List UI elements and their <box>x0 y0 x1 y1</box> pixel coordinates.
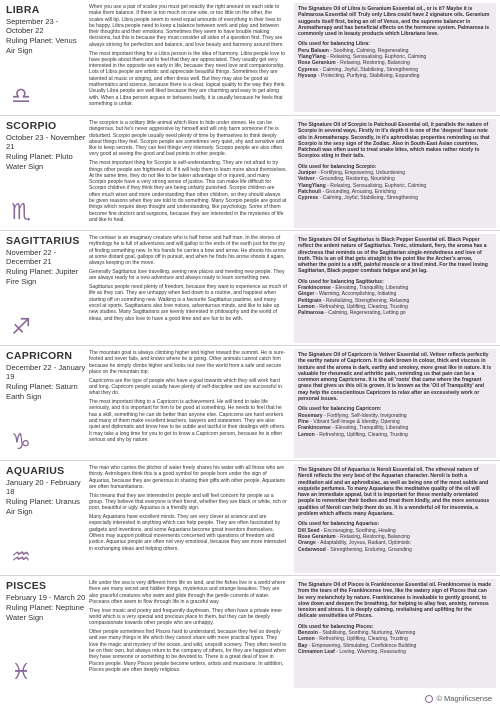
sign-dates: February 19 - March 20 <box>6 593 86 602</box>
oil-properties: - Refreshing, Uplifting, Clearing, Trusting <box>314 431 408 438</box>
description-paragraph: Other people sometimes find Pisces hard to understand, because they feel so deeply and see many things in life which they cannot share with more practical types. They love the magic and mystery of the ocean, and wild, unspoilt scenery. They often need to be on their own, but always return to the company of others, for they are happiest when they have someone or something to be devoted to. There is a great deal of love in Pisces people. Many Pisces people become writers, artists and musicians. In addition, Pisces people are often deeply religious. <box>89 629 287 673</box>
oil-properties: - Empowering, Stimulating, Confidence Building <box>307 642 417 649</box>
oil-name: Rose Geranium <box>298 533 336 540</box>
sign-dates: December 22 - January 19 <box>6 363 86 381</box>
signature-oil-text: The Signature Oil of Sagittarius is Black Pepper Essential oil. Black Pepper reflect the ardent nature of Sagittarius. Tonic, stimulant, fiery, the aroma has a directness that reminds us of the Sagittarian single-mindedness and love of truth. This is an oil that gets straight to the point like the Archer's arrow, whether the point is a stiff, painful muscle or a tired mind. For the travel loving Sagittarian, Black pepper combats fatigue and jet lag. <box>298 237 488 275</box>
pisces-icon: ♓ <box>11 660 31 685</box>
element-sign: Water Sign <box>6 613 44 622</box>
oil-name: Cedarwood <box>298 546 326 553</box>
oil-properties: - Grounding, Arousing, Enriching <box>320 188 396 195</box>
oil-item <box>298 195 492 201</box>
description-paragraph: When you use a pair of scales you must get exactly the right amount on each side to make them balance. If there is too much on one side, or too little on the other, the scales will tip. Libra people seem to need equal amounts of everything in their lives to be happy. Libra people need to keep a balance between work and play and between their thoughts and their emotions. Sometimes they seem to have trouble making decisions, but this is because they must consider all sides of a question first. They are always striving for perfection and balance, and love beauty and harmony around them. <box>89 4 284 48</box>
oil-name: Peru Balsam <box>298 47 329 54</box>
oil-properties: - Relaxing, Restoring, Balancing <box>335 60 410 67</box>
oil-item <box>298 73 492 79</box>
sign-description <box>89 350 287 458</box>
element-sign: Earth Sign <box>6 392 42 401</box>
signature-oil-panel <box>294 464 496 573</box>
oil-properties: - Vibrant Self-Image & Identity, Opening <box>308 418 400 425</box>
oil-name: Ginger <box>298 291 315 298</box>
description-paragraph: Capricorns are the type of people who have a goal towards which they will work hard and long. Capricorn people usually have plenty of self-discipline and are successful in what they do. <box>89 377 282 397</box>
signature-oil-panel <box>294 3 496 112</box>
oil-name: YlangYlang <box>298 182 326 189</box>
oil-properties: - Calming, Joyful, Stabilising, Strengthening <box>318 66 419 73</box>
oil-item <box>298 649 492 655</box>
sign-header <box>6 465 86 573</box>
signature-oil-panel <box>294 349 496 458</box>
oil-list-title: Oils used for balancing Sagittarius: <box>298 278 384 285</box>
description-paragraph: Life under the sea is very different from life on land, and the fishes live in a world where there are many secret and hidden things, mysterious and strange beauties. They are also graceful creatures who swim and glide through the gentle currents of water. Pisceans often seem to flow through life in a graceful way. <box>89 580 286 605</box>
description-paragraph: This means that they are interested in people and will feel concern for people as a group. They believe that everyone is their friend, whether they are black or white, rich or poor, beautiful or ugly. Aquarius is a friendly sign. <box>89 492 287 512</box>
description-paragraph: The scorpion is a solitary little animal which likes to hide under stones. He can be dangerous, but he's never aggressive by himself and will only harm someone if he is disturbed. Scorpio people usually need plenty of time by themselves to think deeply about things they feel. Scorpio people are sometimes very quiet, shy and sensitive and like to keep secrets. They can feel things very intensely. Scorpio people are also often very good at seeing the good and bad points in other people. <box>89 120 285 158</box>
oil-properties: - Refreshing, Uplifting, Clearing, Trusting <box>314 636 408 643</box>
description-paragraph: Sagittarius people need plenty of freedom, because they want to experience as much of life as they can. They are unhappy when tied down to a routine, and happiest when starting off on something new. Walking is a favourite Sagittarius pastime, and many excel at sports. Sagittarians also love noises, adventurous minds, and like to take up new studies. Many Sagittarians are keenly interested in philosophy and the world of ideas, and they also love to have a good time and are fun to be with. <box>89 284 287 322</box>
oil-name: Lemon <box>298 303 315 310</box>
oil-name: Palmarosa <box>298 310 324 317</box>
ruling-planet: Ruling Planet: Jupiter <box>6 267 79 276</box>
oil-item <box>298 547 492 553</box>
sagittarius-icon: ♐ <box>11 315 31 340</box>
magnificsense-logo-icon <box>425 695 433 703</box>
sign-row-libra <box>0 0 500 115</box>
oil-name: Cypress <box>298 195 319 202</box>
oil-properties: - Warming, Accomplishing, Initiating <box>314 291 397 298</box>
description-paragraph: They love music and poetry and frequently daydream. They often have a private inner world which is a very special and precious place to them, but they can be deeply compassionate towards other people who are unhappy. <box>89 607 283 627</box>
signature-oil-panel <box>294 579 496 688</box>
sign-dates: October 23 - November 21 <box>6 133 86 151</box>
oil-properties: - Stabilising, Soothing, Nurturing, Warming <box>317 630 416 637</box>
description-paragraph: The mountain goat is always climbing higher and higher toward the summit. He is sure-footed and never fails, and knows where he is going. Other animals cannot catch him because he simply climbs higher and looks out over the world from a safe and secure place on the mountain top. <box>89 350 286 375</box>
sign-row-capricorn <box>0 345 500 460</box>
ruling-planet: Ruling Planet: Venus <box>6 36 77 45</box>
element-sign: Air Sign <box>6 507 33 516</box>
oil-properties: - Encouraging, Soothing, Healing <box>319 527 396 534</box>
sign-description <box>89 235 287 343</box>
footer <box>0 692 500 708</box>
brand <box>425 694 492 703</box>
description-paragraph: The centaur is an imaginary creature who is half horse and half man. In the stories of mythology he is full of adventures and will gallop to the ends of the earth just for the joy of finding something new. In his hands he carries a bow and arrow. He shoots his arrow at some distant goal, gallops off in pursuit, and when he finds his arrow shoots it again, always keeping on the move. <box>89 235 286 267</box>
oil-name: Pine <box>298 418 309 425</box>
oil-properties: - Relaxing, Sensualising, Euphoric, Calming <box>325 182 427 189</box>
sign-row-aquarius <box>0 460 500 575</box>
description-paragraph: The man who carries the pitcher of water freely shares his water with all those who are thirsty. Astrologers think this is a good symbol for people born under the sign of Aquarius, because they are generous in sharing their gifts with other people. Aquarians are often humanitarians. <box>89 465 285 490</box>
ruling-planet: Ruling Planet: Saturn <box>6 382 78 391</box>
oil-list-title: Oils used for balancing Capricorn: <box>298 406 382 413</box>
oil-properties: - Strengthening, Enduring, Grounding <box>325 546 412 553</box>
oil-properties: - Calming, Regenerating, Letting go <box>323 310 406 317</box>
oil-properties: - Soothing, Calming, Regenerating <box>328 47 409 54</box>
sign-name: SCORPIO <box>6 120 57 132</box>
oil-name: Lemon <box>298 636 315 643</box>
oil-name: Patchouli <box>298 188 321 195</box>
sign-name: SAGITTARIUS <box>6 235 80 247</box>
oil-properties: - Relaxing, Restoring, Balancing <box>335 533 410 540</box>
sign-header <box>6 235 86 343</box>
oil-properties: - Elevating, Tranquillity, Liberating <box>330 285 409 292</box>
oil-name: Bay <box>298 642 308 649</box>
sign-dates: September 23 - October 22 <box>6 17 59 35</box>
oil-list-title: Oils used for balancing Pisces: <box>298 623 374 630</box>
oil-properties: - Fortifying, Empowering, Unburdening <box>316 170 406 177</box>
libra-icon: ♎ <box>11 84 31 109</box>
oil-list-title: Oils used for balancing Scorpio: <box>298 163 377 170</box>
oil-name: Rose Geranium <box>298 60 336 67</box>
oil-name: Frankincense <box>298 425 331 432</box>
signature-oil-text: The Signature Oil of Scorpio is Patchouli Essential oil, it parallels the nature of Scorpio in several ways. Firstly in it's depth it is one of the 'deepest' base note oils in Aromatherapy. Secondly, in it's aphrodisiac properties reminding us that Scorpio is the sexy sign of the Zodiac. Also in South-East Asian countries, Patchouli was often used to treat snake bites, which makes rather nicely to Scorpios sting in their tails. <box>298 122 490 160</box>
signature-oil-text: The Signature Oil of Aquarius is Neroli Essential oil. The ethereal nature of Neroli reflects the very best of the Aquarian character. Neroli is both a meditation aid and an aphrodisiac, as well as being one of the most subtle and exquisite perfumes. To many Aquarians the meditative quality of the oil will have an immediate appeal, but it is important for these mentally orientated people to remember their bodies and treat them kindly, and the more sensuous qualities of Neroli can help them do so. It is a wonderful oil for insomnia, a problem which affects many Aquarians. <box>298 467 490 518</box>
aquarius-icon: ♒ <box>11 545 31 570</box>
oil-properties: - Revitalizing, Strengthening, Relaxing <box>321 297 410 304</box>
scorpio-icon: ♏ <box>11 200 31 225</box>
oil-properties: - Relaxing, Sensualising, Euphoric, Calming <box>325 54 427 61</box>
oil-item <box>298 310 492 316</box>
oil-name: Vetiver <box>298 176 315 183</box>
oil-name: Benzoin <box>298 630 318 637</box>
oil-name: Cypress <box>298 66 319 73</box>
capricorn-icon: ♑ <box>11 430 31 455</box>
sign-dates: January 20 - February 18 <box>6 478 81 496</box>
oil-name: Dill Seed <box>298 527 320 534</box>
oil-name: Frankincense <box>298 285 331 292</box>
sign-row-pisces <box>0 575 500 690</box>
signature-oil-text: The Signature Oil of Pisces is Frankincense Essential oil. Frankincense is made from the tears of the Frankincense tree, like the watery sign of Pisces that can be very melancholy by nature. Frankincense is invaluable to gently ground, to slow down and deepen the breathing, for helping to allay fear, anxiety, nervous tension and stress. It is deeply calming, revitalising and uplifting for the delicate sensitivities of Pisces. <box>298 582 492 620</box>
sign-header <box>6 350 86 458</box>
oil-properties: - Fortifying, Self-Identity, Invigorating <box>322 412 407 419</box>
description-paragraph: The most important thing to a Capricorn is achievement. He will tend to take life seriously, and it is important for him to be good at something. He needs to feel that he has a skill, something he can do better than anyone else. Capricorns are hard workers and many of them make excellent teachers, lawyers and statesmen. They are also quiet and diplomatic and know how to be subtle and tactful in their dealings with others. It may take a long time for you to get to know a Capricorn person, because he is often serious and shy by nature. <box>89 399 286 443</box>
oil-properties: - Grounding, Restoring, Nourishing <box>314 176 395 183</box>
sign-name: PISCES <box>6 580 47 592</box>
signature-oil-text: The Signature Oil of Capricorn is Vetiver Essential oil. Vetiver reflects perfectly the earthy nature of Capricorn. It is dark brown in colour, thick and viscous in texture and the aroma is dark, earthy and smokey, more great like in nature. It is valuable for rheumatic and arthritic pain, reminding us that pain can be a common among Capricorns. It is the oil 'roots' that came where the fragrant grass that gives us this oil is grown. It is known as the 'Oil of Tranquility' and may help the conscientious Capricorn to relax after an excessively work or personal issues. <box>298 352 492 403</box>
signature-oil-panel <box>294 119 496 228</box>
sign-description <box>89 580 287 688</box>
oil-name: Lemon <box>298 431 315 438</box>
description-paragraph: Generally Sagittarius love travelling, seeing new places and meeting new people. They are always ready for a new adventure and always ready to learn something new. <box>89 268 285 282</box>
oil-name: Cinnamon Leaf <box>298 648 335 655</box>
sign-header <box>6 580 86 688</box>
description-paragraph: The most important thing for a Libra person is the idea of harmony. Libra people love to have people about them and to feel that they are appreciated. They usually get very interested in the opposite sex early in life, because they need love and companionship. Lots of Libra people are artistic and appreciate beautiful things. Sometimes they are talented at music or singing, and often dress well. But they may also be good at mathematics and science, because there is a clear, logical quality to the way they think. Usually Libra people are well liked because they are charming and easy to get along with. When a Libra person argues or behaves badly, it is usually because he feels that something is unfair. <box>89 50 286 107</box>
oil-name: YlangYlang <box>298 54 326 61</box>
oil-name: Hyssop <box>298 72 317 79</box>
sign-row-sagittarius <box>0 230 500 345</box>
oil-properties: - Elevating, Tranquillity, Liberating <box>330 425 409 432</box>
oil-properties: - Adaptability, Joyous, Radiant, Optimistic <box>315 540 411 547</box>
oil-properties: - Refreshing, Uplifting, Clearing, Trusting <box>314 303 408 310</box>
ruling-planet: Ruling Planet: Pluto <box>6 152 73 161</box>
signature-oil-panel <box>294 234 496 343</box>
oil-properties: - Calming, Joyful, Stabilising, Strengthening <box>318 195 419 202</box>
oil-list-title: Oils used for balancing Libra: <box>298 41 370 48</box>
description-paragraph: Many Aquarians have excellent minds. They are very clever at science and are especially interested in anything which can help people. They are often fascinated by gadgets and inventions, and some Aquarians become great inventors themselves. Others may support political movements concerned with questions of freedom and justice. Aquarius people are often not very emotional, because they are more interested in exchanging ideas and helping others. <box>89 514 287 552</box>
sign-description <box>89 120 287 228</box>
oil-name: Petitgrain <box>298 297 322 304</box>
sign-name: CAPRICORN <box>6 350 73 362</box>
brand-text: © Magnificsense <box>436 694 492 703</box>
element-sign: Air Sign <box>6 46 33 55</box>
oil-name: Orange <box>298 540 316 547</box>
oil-name: Rosemary <box>298 412 323 419</box>
sign-description <box>89 465 287 573</box>
oil-properties: - Protecting, Purifying, Stabilising, Expanding <box>316 72 420 79</box>
sign-dates: November 22 - December 21 <box>6 248 57 266</box>
oil-properties: - Loving, Warming, Reassuring <box>334 648 406 655</box>
signature-oil-text: The Signature Oil of Libra is Geranium Essential oil., or is it? Maybe it is Palmarosa Essential oil! Truly only Libra could have 2 signature oils. Geranium suggests itself first, being an oil of Venus, and the supreme balancer in Aromatherapy and has beneficial effects on the hormone system. Palmarosa is commonly used in beauty products which Librarians love. <box>298 6 490 38</box>
sign-name: AQUARIUS <box>6 465 65 477</box>
sign-description <box>89 4 287 112</box>
oil-item <box>298 432 492 438</box>
sign-name: LIBRA <box>6 4 40 16</box>
ruling-planet: Ruling Planet: Uranus <box>6 497 80 506</box>
sign-row-scorpio <box>0 115 500 230</box>
sign-header <box>6 120 86 228</box>
oil-name: Juniper <box>298 170 317 177</box>
element-sign: Fire Sign <box>6 277 37 286</box>
sign-header <box>6 4 86 112</box>
ruling-planet: Ruling Planet: Neptune <box>6 603 85 612</box>
description-paragraph: The most important thing for Scorpio is self-understanding. They are not afraid to try things other people are frightened of. If it will help them to learn more about themselves. At the same time, they do not like to be taken advantage of or injured, and many Scorpio people have a very strong sense of justice. This can make life difficult for Scorpio children if they think they are being unfairly punished. Scorpio children are often much wiser and more understanding than other children, so they should always be given reasons when they are told to do something. Many Scorpio people are good at things which require deep thought and understanding, like psychology. Some of them become fine doctors and surgeons, because they are interested in the mysteries of life and like to heal. <box>89 160 287 223</box>
oil-list-title: Oils used for balancing Aquarius: <box>298 521 380 528</box>
element-sign: Water Sign <box>6 162 44 171</box>
